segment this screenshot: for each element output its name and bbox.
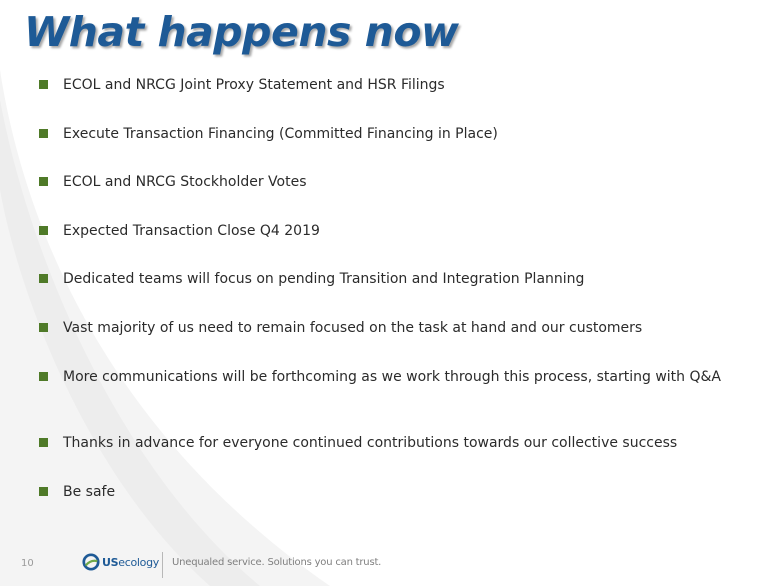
logo-wordmark: USecology	[102, 555, 159, 569]
bullet-square-icon	[39, 372, 48, 381]
bullet-square-icon	[39, 226, 48, 235]
bullet-item	[39, 368, 729, 387]
bullet-text: ECOL and NRCG Joint Proxy Statement and HSR Filings	[63, 77, 445, 93]
bullet-text: More communications will be forthcoming as we work through this process, starting with Q&A	[63, 369, 721, 385]
bullet-text: Vast majority of us need to remain focused on the task at hand and our customers	[63, 320, 643, 336]
bullet-text: Expected Transaction Close Q4 2019	[63, 223, 320, 239]
bullet-text: ECOL and NRCG Stockholder Votes	[63, 174, 307, 190]
bullet-square-icon	[39, 438, 48, 447]
bullet-item	[39, 483, 729, 502]
bullet-text: Be safe	[63, 484, 116, 500]
bullet-item	[39, 319, 729, 338]
bullet-text: Execute Transaction Financing (Committed Financing in Place)	[63, 126, 498, 142]
bullet-square-icon	[39, 274, 48, 283]
bullet-item	[39, 125, 729, 144]
bullet-square-icon	[39, 487, 48, 496]
bullet-text: Dedicated teams will focus on pending Transition and Integration Planning	[63, 271, 585, 287]
bullet-square-icon	[39, 129, 48, 138]
page-number: 10	[21, 558, 34, 569]
bullet-item	[39, 222, 729, 241]
bullet-square-icon	[39, 323, 48, 332]
footer-tagline: Unequaled service. Solutions you can trust.	[172, 557, 382, 568]
slide-title: What happens now	[24, 8, 459, 56]
bullet-item	[39, 173, 729, 192]
bullet-square-icon	[39, 177, 48, 186]
company-logo	[82, 553, 159, 571]
bullet-item	[39, 270, 729, 289]
bullet-square-icon	[39, 80, 48, 89]
footer-divider	[162, 552, 163, 578]
bullet-item	[39, 76, 729, 95]
bullet-text: Thanks in advance for everyone continued contributions towards our collective success	[63, 435, 678, 451]
circle-swoosh-icon	[82, 553, 100, 571]
bullet-item	[39, 434, 729, 453]
